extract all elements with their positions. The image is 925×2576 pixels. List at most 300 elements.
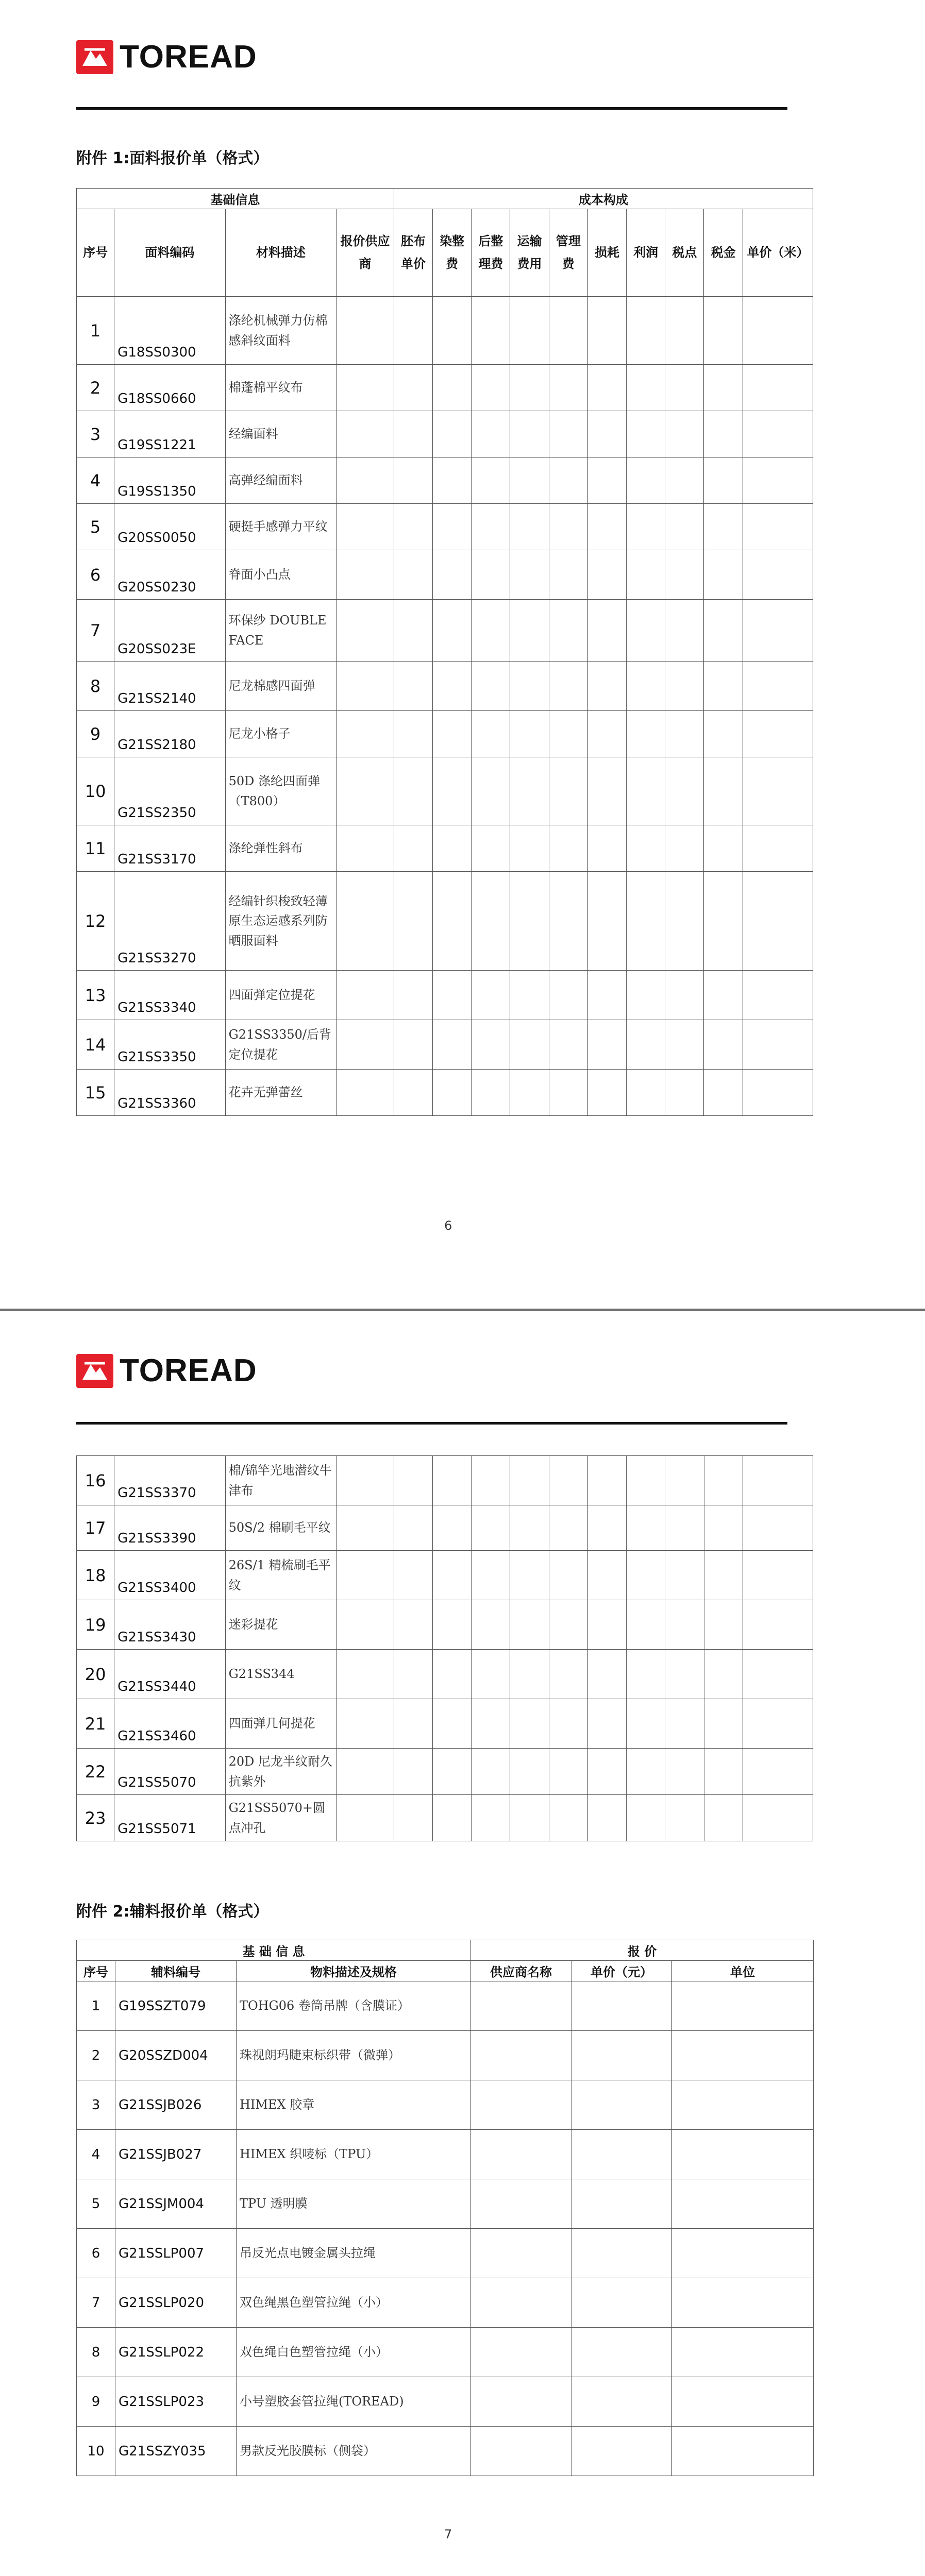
cost-cell[interactable] <box>704 971 743 1020</box>
cost-cell[interactable] <box>704 1650 743 1699</box>
table-row <box>77 662 813 711</box>
cost-cell[interactable] <box>549 662 587 711</box>
table-row <box>77 872 813 971</box>
supplier-cell[interactable] <box>471 2130 571 2179</box>
cost-cell[interactable] <box>337 1650 394 1699</box>
cost-cell[interactable] <box>433 1600 472 1650</box>
cost-cell[interactable] <box>627 711 665 757</box>
cost-cell[interactable] <box>627 872 665 971</box>
supplier-cell[interactable] <box>471 2427 571 2476</box>
cost-cell[interactable] <box>472 457 510 504</box>
cost-cell[interactable] <box>665 1795 704 1841</box>
unit-cell[interactable] <box>672 2031 814 2080</box>
cost-cell[interactable] <box>433 365 472 411</box>
cost-cell[interactable] <box>433 662 472 711</box>
cost-cell[interactable] <box>587 1070 626 1116</box>
cost-cell[interactable] <box>394 1505 432 1551</box>
cost-cell[interactable] <box>472 662 510 711</box>
cost-cell[interactable] <box>587 457 626 504</box>
cost-cell[interactable] <box>394 1020 432 1070</box>
cost-cell[interactable] <box>665 504 704 550</box>
cost-cell[interactable] <box>472 1505 510 1551</box>
unit-cell[interactable] <box>672 2130 814 2179</box>
cost-cell[interactable] <box>743 504 813 550</box>
cost-cell[interactable] <box>549 297 587 365</box>
unit-cell[interactable] <box>672 2080 814 2130</box>
cost-cell[interactable] <box>337 757 394 825</box>
cost-cell[interactable] <box>337 411 394 457</box>
cost-cell[interactable] <box>433 1070 472 1116</box>
unit-price-cell[interactable] <box>571 2130 672 2179</box>
cost-cell[interactable] <box>433 757 472 825</box>
cost-cell[interactable] <box>510 1749 549 1795</box>
cost-cell[interactable] <box>394 971 432 1020</box>
cost-cell[interactable] <box>704 1795 743 1841</box>
cost-cell[interactable] <box>394 297 432 365</box>
cost-cell[interactable] <box>587 1551 626 1600</box>
cost-cell[interactable] <box>587 365 626 411</box>
cost-cell[interactable] <box>704 1456 743 1505</box>
cost-cell[interactable] <box>337 971 394 1020</box>
cost-cell[interactable] <box>704 457 743 504</box>
cost-cell[interactable] <box>665 1650 704 1699</box>
table-row <box>77 457 813 504</box>
cost-cell[interactable] <box>549 1749 587 1795</box>
cost-cell[interactable] <box>587 1795 626 1841</box>
unit-cell[interactable] <box>672 2377 814 2427</box>
cost-cell[interactable] <box>627 365 665 411</box>
cost-cell[interactable] <box>337 662 394 711</box>
cost-cell[interactable] <box>510 1699 549 1749</box>
cost-cell[interactable] <box>743 297 813 365</box>
cost-cell[interactable] <box>510 411 549 457</box>
unit-price-cell[interactable] <box>571 2031 672 2080</box>
cost-cell[interactable] <box>394 1650 432 1699</box>
cost-cell[interactable] <box>627 1600 665 1650</box>
cost-cell[interactable] <box>627 504 665 550</box>
cost-cell[interactable] <box>743 411 813 457</box>
cost-cell[interactable] <box>433 1650 472 1699</box>
cost-cell[interactable] <box>337 365 394 411</box>
cost-cell[interactable] <box>743 1551 813 1600</box>
cost-cell[interactable] <box>472 297 510 365</box>
cost-cell[interactable] <box>337 711 394 757</box>
cost-cell[interactable] <box>665 457 704 504</box>
cost-cell[interactable] <box>587 757 626 825</box>
table-row <box>77 1456 813 1505</box>
cost-cell[interactable] <box>394 1699 432 1749</box>
cost-cell[interactable] <box>510 297 549 365</box>
cost-cell[interactable] <box>627 297 665 365</box>
cost-cell[interactable] <box>743 1795 813 1841</box>
cost-cell[interactable] <box>510 1650 549 1699</box>
cost-cell[interactable] <box>704 297 743 365</box>
cost-cell[interactable] <box>743 1699 813 1749</box>
cost-cell[interactable] <box>549 457 587 504</box>
cost-cell[interactable] <box>510 550 549 600</box>
cost-cell[interactable] <box>337 1020 394 1070</box>
cost-cell[interactable] <box>394 550 432 600</box>
cost-cell[interactable] <box>549 1456 587 1505</box>
cost-cell[interactable] <box>587 1749 626 1795</box>
cost-cell[interactable] <box>394 365 432 411</box>
cost-cell[interactable] <box>743 1600 813 1650</box>
cost-cell[interactable] <box>587 550 626 600</box>
cost-cell[interactable] <box>510 504 549 550</box>
unit-price-cell[interactable] <box>571 2427 672 2476</box>
cost-cell[interactable] <box>743 600 813 662</box>
cost-cell[interactable] <box>433 825 472 872</box>
unit-cell[interactable] <box>672 2328 814 2377</box>
cost-cell[interactable] <box>704 600 743 662</box>
cost-cell[interactable] <box>665 1505 704 1551</box>
cost-cell[interactable] <box>587 1650 626 1699</box>
cost-cell[interactable] <box>587 1600 626 1650</box>
cost-cell[interactable] <box>627 1749 665 1795</box>
cost-cell[interactable] <box>510 1020 549 1070</box>
supplier-cell[interactable] <box>471 2278 571 2328</box>
cost-cell[interactable] <box>433 1795 472 1841</box>
unit-price-cell[interactable] <box>571 1981 672 2031</box>
cost-cell[interactable] <box>743 550 813 600</box>
cost-cell[interactable] <box>337 550 394 600</box>
cost-cell[interactable] <box>433 872 472 971</box>
unit-cell[interactable] <box>672 1981 814 2031</box>
cost-cell[interactable] <box>394 1795 432 1841</box>
unit-cell[interactable] <box>672 2427 814 2476</box>
cost-cell[interactable] <box>433 550 472 600</box>
cost-cell[interactable] <box>510 600 549 662</box>
cost-cell[interactable] <box>627 1795 665 1841</box>
cost-cell[interactable] <box>337 1551 394 1600</box>
cost-cell[interactable] <box>337 825 394 872</box>
cost-cell[interactable] <box>549 365 587 411</box>
cost-cell[interactable] <box>394 1749 432 1795</box>
cost-cell[interactable] <box>510 1456 549 1505</box>
cost-cell[interactable] <box>549 1551 587 1600</box>
cost-cell[interactable] <box>704 757 743 825</box>
cost-cell[interactable] <box>433 457 472 504</box>
row-number: 1 <box>77 297 114 365</box>
cost-cell[interactable] <box>627 411 665 457</box>
cost-cell[interactable] <box>510 872 549 971</box>
cost-cell[interactable] <box>510 757 549 825</box>
cost-cell[interactable] <box>627 1505 665 1551</box>
cost-cell[interactable] <box>394 662 432 711</box>
cost-cell[interactable] <box>587 872 626 971</box>
cost-cell[interactable] <box>472 1600 510 1650</box>
cost-cell[interactable] <box>433 1551 472 1600</box>
cost-cell[interactable] <box>627 1020 665 1070</box>
cost-cell[interactable] <box>472 971 510 1020</box>
cost-cell[interactable] <box>704 662 743 711</box>
cost-cell[interactable] <box>704 1505 743 1551</box>
material-spec: 小号塑胶套管拉绳(TOREAD) <box>237 2377 471 2427</box>
supplier-cell[interactable] <box>471 2229 571 2278</box>
cost-cell[interactable] <box>587 411 626 457</box>
cost-cell[interactable] <box>743 457 813 504</box>
cost-cell[interactable] <box>472 711 510 757</box>
fabric-code: G19SS1350 <box>114 457 225 504</box>
cost-cell[interactable] <box>743 1020 813 1070</box>
cost-cell[interactable] <box>665 1456 704 1505</box>
cost-cell[interactable] <box>704 1699 743 1749</box>
cost-cell[interactable] <box>627 550 665 600</box>
cost-cell[interactable] <box>433 1749 472 1795</box>
cost-cell[interactable] <box>472 1456 510 1505</box>
cost-cell[interactable] <box>627 757 665 825</box>
cost-cell[interactable] <box>337 1456 394 1505</box>
cost-cell[interactable] <box>665 1070 704 1116</box>
cost-cell[interactable] <box>472 1699 510 1749</box>
cost-cell[interactable] <box>665 1600 704 1650</box>
cost-cell[interactable] <box>337 1600 394 1650</box>
cost-cell[interactable] <box>665 600 704 662</box>
cost-cell[interactable] <box>394 600 432 662</box>
cost-cell[interactable] <box>587 600 626 662</box>
cost-cell[interactable] <box>704 1070 743 1116</box>
cost-cell[interactable] <box>665 662 704 711</box>
cost-cell[interactable] <box>472 1551 510 1600</box>
cost-cell[interactable] <box>743 1505 813 1551</box>
cost-cell[interactable] <box>394 711 432 757</box>
supplier-cell[interactable] <box>471 1981 571 2031</box>
cost-cell[interactable] <box>704 711 743 757</box>
cost-cell[interactable] <box>704 1020 743 1070</box>
cost-cell[interactable] <box>433 971 472 1020</box>
cost-cell[interactable] <box>433 1699 472 1749</box>
cost-cell[interactable] <box>472 365 510 411</box>
cost-cell[interactable] <box>394 411 432 457</box>
cost-cell[interactable] <box>549 872 587 971</box>
cost-cell[interactable] <box>587 1456 626 1505</box>
cost-cell[interactable] <box>433 411 472 457</box>
cost-cell[interactable] <box>433 504 472 550</box>
cost-cell[interactable] <box>587 711 626 757</box>
cost-cell[interactable] <box>472 411 510 457</box>
cost-cell[interactable] <box>665 365 704 411</box>
cost-cell[interactable] <box>549 971 587 1020</box>
unit-cell[interactable] <box>672 2179 814 2229</box>
cost-cell[interactable] <box>337 1795 394 1841</box>
unit-price-cell[interactable] <box>571 2229 672 2278</box>
unit-price-cell[interactable] <box>571 2080 672 2130</box>
cost-cell[interactable] <box>549 825 587 872</box>
cost-cell[interactable] <box>627 457 665 504</box>
brand-name: TOREAD <box>120 39 257 75</box>
cost-cell[interactable] <box>743 711 813 757</box>
cost-cell[interactable] <box>704 504 743 550</box>
cost-cell[interactable] <box>433 297 472 365</box>
cost-cell[interactable] <box>665 1749 704 1795</box>
cost-cell[interactable] <box>665 1551 704 1600</box>
cost-cell[interactable] <box>337 1070 394 1116</box>
cost-cell[interactable] <box>394 457 432 504</box>
cost-cell[interactable] <box>549 1020 587 1070</box>
supplier-cell[interactable] <box>471 2080 571 2130</box>
cost-cell[interactable] <box>337 1749 394 1795</box>
cost-cell[interactable] <box>394 1600 432 1650</box>
cost-cell[interactable] <box>433 1505 472 1551</box>
material-spec: TPU 透明膜 <box>237 2179 471 2229</box>
cost-cell[interactable] <box>337 872 394 971</box>
cost-cell[interactable] <box>665 297 704 365</box>
cost-cell[interactable] <box>665 1020 704 1070</box>
cost-cell[interactable] <box>587 971 626 1020</box>
cost-cell[interactable] <box>472 600 510 662</box>
cost-cell[interactable] <box>665 550 704 600</box>
cost-cell[interactable] <box>743 1070 813 1116</box>
cost-cell[interactable] <box>627 662 665 711</box>
cost-cell[interactable] <box>510 1551 549 1600</box>
cost-cell[interactable] <box>472 1650 510 1699</box>
cost-cell[interactable] <box>337 600 394 662</box>
cost-cell[interactable] <box>549 1505 587 1551</box>
cost-cell[interactable] <box>549 1650 587 1699</box>
unit-price-cell[interactable] <box>571 2179 672 2229</box>
cost-cell[interactable] <box>433 600 472 662</box>
fabric-code: G21SS3370 <box>114 1456 225 1505</box>
cost-cell[interactable] <box>510 1070 549 1116</box>
row-number: 8 <box>77 662 114 711</box>
cost-cell[interactable] <box>665 757 704 825</box>
cost-cell[interactable] <box>743 872 813 971</box>
cost-cell[interactable] <box>472 825 510 872</box>
column-header: 报价供应商 <box>337 209 394 297</box>
cost-cell[interactable] <box>510 825 549 872</box>
cost-cell[interactable] <box>472 1070 510 1116</box>
cost-cell[interactable] <box>704 365 743 411</box>
cost-cell[interactable] <box>510 971 549 1020</box>
cost-cell[interactable] <box>549 1699 587 1749</box>
supplier-cell[interactable] <box>471 2031 571 2080</box>
cost-cell[interactable] <box>394 1456 432 1505</box>
cost-cell[interactable] <box>704 1749 743 1795</box>
cost-cell[interactable] <box>627 1456 665 1505</box>
cost-cell[interactable] <box>510 1505 549 1551</box>
row-number: 3 <box>77 411 114 457</box>
cost-cell[interactable] <box>587 1505 626 1551</box>
cost-cell[interactable] <box>627 1650 665 1699</box>
cost-cell[interactable] <box>394 504 432 550</box>
cost-cell[interactable] <box>704 550 743 600</box>
unit-price-cell[interactable] <box>571 2328 672 2377</box>
cost-cell[interactable] <box>743 1456 813 1505</box>
cost-cell[interactable] <box>433 1020 472 1070</box>
cost-cell[interactable] <box>337 1505 394 1551</box>
cost-cell[interactable] <box>549 600 587 662</box>
cost-cell[interactable] <box>472 872 510 971</box>
cost-cell[interactable] <box>665 971 704 1020</box>
cost-cell[interactable] <box>665 711 704 757</box>
cost-cell[interactable] <box>743 365 813 411</box>
cost-cell[interactable] <box>394 825 432 872</box>
cost-cell[interactable] <box>549 711 587 757</box>
cost-cell[interactable] <box>627 1551 665 1600</box>
supplier-cell[interactable] <box>471 2179 571 2229</box>
cost-cell[interactable] <box>587 1020 626 1070</box>
cost-cell[interactable] <box>472 1795 510 1841</box>
cost-cell[interactable] <box>743 1749 813 1795</box>
row-number: 8 <box>77 2328 115 2377</box>
cost-cell[interactable] <box>549 504 587 550</box>
unit-price-cell[interactable] <box>571 2278 672 2328</box>
cost-cell[interactable] <box>510 365 549 411</box>
cost-cell[interactable] <box>472 757 510 825</box>
cost-cell[interactable] <box>743 662 813 711</box>
cost-cell[interactable] <box>433 711 472 757</box>
unit-cell[interactable] <box>672 2278 814 2328</box>
cost-cell[interactable] <box>510 1600 549 1650</box>
cost-cell[interactable] <box>337 297 394 365</box>
accessory-code: G19SSZT079 <box>115 1981 237 2031</box>
supplier-cell[interactable] <box>471 2328 571 2377</box>
cost-cell[interactable] <box>665 411 704 457</box>
cost-cell[interactable] <box>394 1070 432 1116</box>
cost-cell[interactable] <box>472 504 510 550</box>
cost-cell[interactable] <box>665 1699 704 1749</box>
cost-cell[interactable] <box>549 757 587 825</box>
cost-cell[interactable] <box>394 757 432 825</box>
cost-cell[interactable] <box>743 825 813 872</box>
cost-cell[interactable] <box>587 825 626 872</box>
cost-cell[interactable] <box>472 1020 510 1070</box>
cost-cell[interactable] <box>337 1699 394 1749</box>
table-row <box>77 2130 814 2179</box>
cost-cell[interactable] <box>337 457 394 504</box>
cost-cell[interactable] <box>549 1600 587 1650</box>
cost-cell[interactable] <box>665 825 704 872</box>
cost-cell[interactable] <box>587 1699 626 1749</box>
cost-cell[interactable] <box>510 662 549 711</box>
cost-cell[interactable] <box>627 825 665 872</box>
column-header: 税点 <box>665 209 704 297</box>
cost-cell[interactable] <box>549 550 587 600</box>
cost-cell[interactable] <box>394 1551 432 1600</box>
cost-cell[interactable] <box>704 872 743 971</box>
cost-cell[interactable] <box>337 504 394 550</box>
cost-cell[interactable] <box>472 550 510 600</box>
supplier-cell[interactable] <box>471 2377 571 2427</box>
cost-cell[interactable] <box>743 1650 813 1699</box>
cost-cell[interactable] <box>665 872 704 971</box>
cost-cell[interactable] <box>510 711 549 757</box>
cost-cell[interactable] <box>549 1070 587 1116</box>
cost-cell[interactable] <box>510 1795 549 1841</box>
cost-cell[interactable] <box>394 872 432 971</box>
cost-cell[interactable] <box>472 1749 510 1795</box>
cost-cell[interactable] <box>627 1070 665 1116</box>
cost-cell[interactable] <box>704 1600 743 1650</box>
cost-cell[interactable] <box>627 600 665 662</box>
cost-cell[interactable] <box>549 1795 587 1841</box>
cost-cell[interactable] <box>587 504 626 550</box>
cost-cell[interactable] <box>433 1456 472 1505</box>
cost-cell[interactable] <box>743 757 813 825</box>
cost-cell[interactable] <box>627 1699 665 1749</box>
cost-cell[interactable] <box>704 825 743 872</box>
cost-cell[interactable] <box>627 971 665 1020</box>
cost-cell[interactable] <box>587 662 626 711</box>
cost-cell[interactable] <box>704 1551 743 1600</box>
unit-cell[interactable] <box>672 2229 814 2278</box>
unit-price-cell[interactable] <box>571 2377 672 2427</box>
cost-cell[interactable] <box>587 297 626 365</box>
cost-cell[interactable] <box>743 971 813 1020</box>
cost-cell[interactable] <box>510 457 549 504</box>
cost-cell[interactable] <box>549 411 587 457</box>
cost-cell[interactable] <box>704 411 743 457</box>
